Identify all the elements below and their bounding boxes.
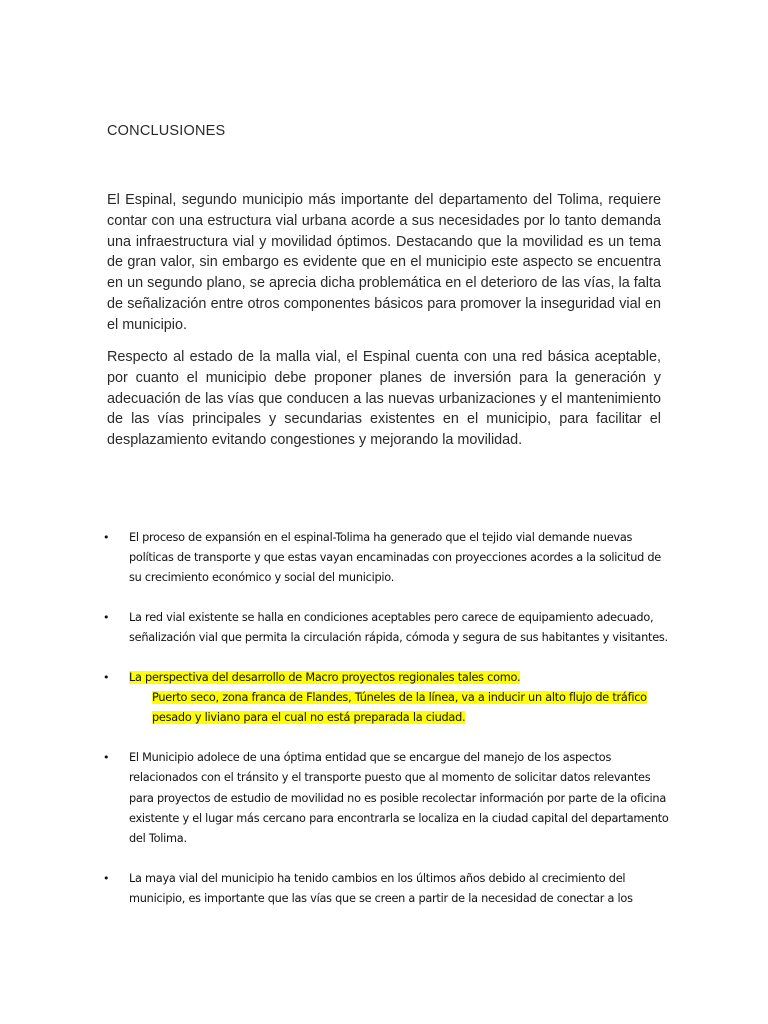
bullet-icon: • <box>103 611 110 625</box>
bullet-icon: • <box>103 871 110 885</box>
list-item <box>100 528 670 589</box>
list-item-highlighted <box>100 668 670 729</box>
paragraph-2: Respecto al estado de la malla vial, el Espinal cuenta con una red básica aceptable, por cuanto el municipio debe proponer planes de inversión para la generación y adecuación de las vías que conducen a las nuevas urbanizaciones y el mantenimiento de las vías principales y secundarias existentes en el municipio, para facilitar el desplazamiento evitando congestiones y mejorando la movilidad. <box>107 349 661 449</box>
bullet-icon: • <box>103 751 110 765</box>
highlighted-continuation-text: Puerto seco, zona franca de Flandes, Túneles de la línea, va a inducir un alto flujo de tráfico pesado y liviano para el cual no está preparada la ciudad. <box>152 691 647 725</box>
list-item <box>100 869 670 909</box>
list-item <box>100 748 670 849</box>
bullet-text: El proceso de expansión en el espinal-Tolima ha generado que el tejido vial demande nuevas políticas de transporte y que estas vayan encaminadas con proyecciones acordes a la solicitud de su crecimiento económico y social del municipio. <box>129 531 662 585</box>
bullet-text: La red vial existente se halla en condiciones aceptables pero carece de equipamiento adecuado, señalización vial que permita la circulación rápida, cómoda y segura de sus habitantes y visitantes. <box>129 611 668 645</box>
bullet-text: El Municipio adolece de una óptima entidad que se encargue del manejo de los aspectos relacionados con el tránsito y el transporte puesto que al momento de solicitar datos relevantes para proyectos de estudio de movilidad no es posible recolectar información por parte de la oficina existente y el lugar más cercano para encontrarla se localiza en la ciudad capital del departamento del Tolima. <box>129 751 669 845</box>
paragraph-1: El Espinal, segundo municipio más importante del departamento del Tolima, requiere contar con una estructura vial urbana acorde a sus necesidades por lo tanto demanda una infraestructura vial y movilidad óptimos. Destacando que la movilidad es un tema de gran valor, sin embargo es evidente que en el municipio este aspecto se encuentra en un segundo plano, se aprecia dicha problemática en el deterioro de las vías, la falta de señalización entre otros componentes básicos para promover la inseguridad vial en el municipio. <box>107 192 661 333</box>
list-item <box>100 608 670 648</box>
highlighted-continuation <box>129 688 670 728</box>
conclusions-bullet-list <box>100 528 670 929</box>
document-heading: CONCLUSIONES <box>107 123 226 139</box>
highlighted-text: La perspectiva del desarrollo de Macro proyectos regionales tales como. <box>129 671 521 685</box>
bullet-icon: • <box>103 531 110 544</box>
bullet-icon: • <box>103 671 110 685</box>
bullet-text: La maya vial del municipio ha tenido cambios en los últimos años debido al crecimiento del municipio, es importante que las vías que se creen a partir de la necesidad de conectar a los <box>129 871 633 905</box>
